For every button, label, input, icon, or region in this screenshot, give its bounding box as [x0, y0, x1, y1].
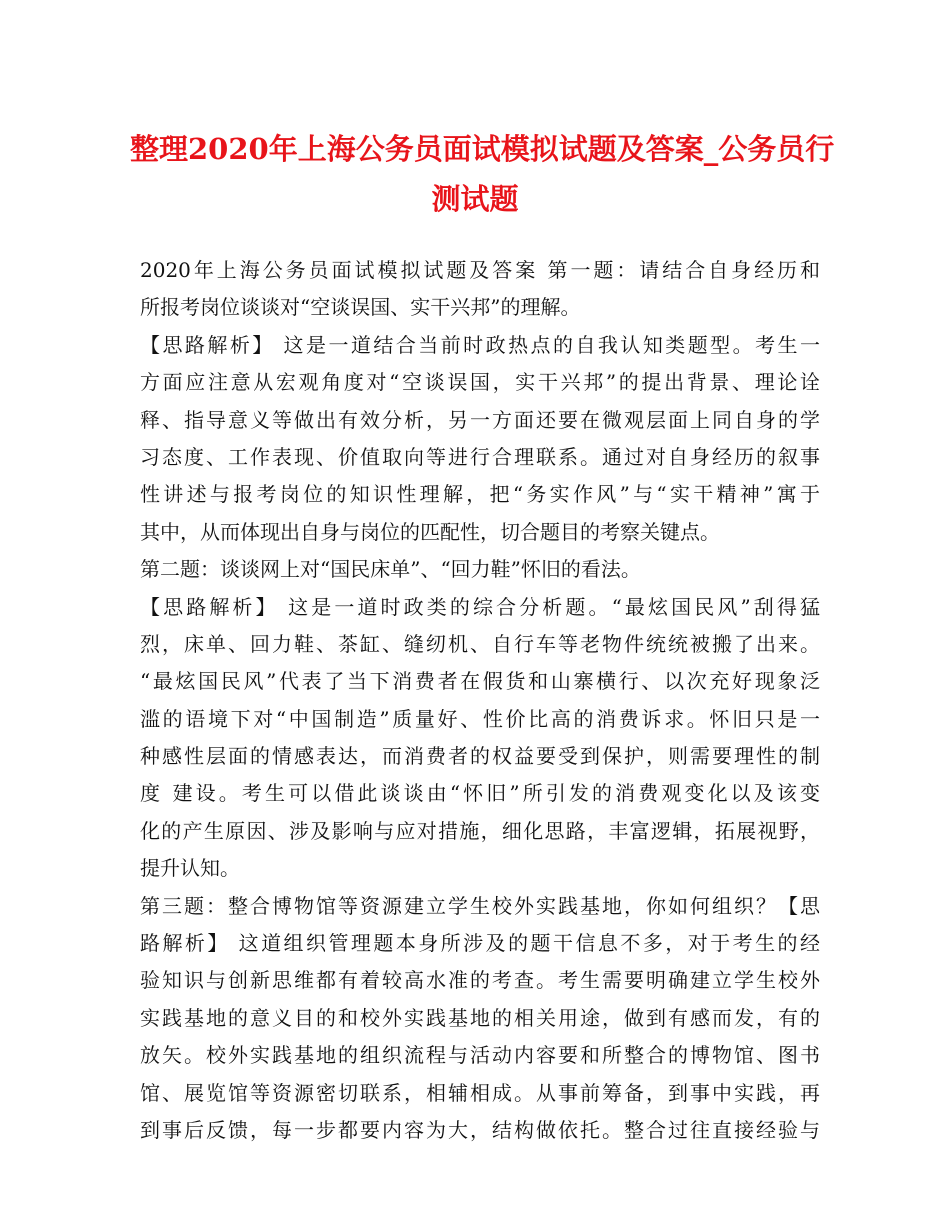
title-line: 整理2020年上海公务员面试模拟试题及答案_公务员行 — [130, 132, 835, 166]
title-line: 测试题 — [431, 182, 519, 216]
body-line: 【思路解析】 这是一道时政类的综合分析题。“最炫国民风”刮得猛 — [140, 594, 820, 619]
body-line: 习态度、工作表现、价值取向等进行合理联系。通过对自身经历的叙事 — [140, 444, 820, 469]
page-title — [130, 124, 835, 224]
body-line: 化的产生原因、涉及影响与应对措施，细化思路，丰富逻辑，拓展视野， — [140, 818, 820, 843]
body-line: 路解析】 这道组织管理题本身所涉及的题干信息不多，对于考生的经 — [140, 931, 820, 956]
body-line: “最炫国民风”代表了当下消费者在假货和山寨横行、以次充好现象泛 — [140, 669, 820, 694]
body-line: 其中，从而体现出自身与岗位的匹配性，切合题目的考察关键点。 — [140, 519, 720, 544]
body-line: 【思路解析】 这是一道结合当前时政热点的自我认知类题型。考生一 — [140, 332, 820, 357]
body-line: 提升认知。 — [140, 856, 240, 881]
body-line: 验知识与创新思维都有着较高水准的考查。考生需要明确建立学生校外 — [140, 968, 820, 993]
body-line: 度 建设。考生可以借此谈谈由“怀旧”所引发的消费观变化以及该变 — [140, 781, 820, 806]
body-line: 馆、展览馆等资源密切联系，相辅相成。从事前筹备，到事中实践，再 — [140, 1080, 820, 1105]
body-line: 2020年上海公务员面试模拟试题及答案 第一题：请结合自身经历和 — [140, 258, 820, 282]
document-body — [140, 252, 820, 1149]
body-line: 种感性层面的情感表达，而消费者的权益要受到保护，则需要理性的制 — [140, 744, 820, 769]
body-line: 第三题：整合博物馆等资源建立学生校外实践基地，你如何组织？【思 — [140, 893, 820, 918]
body-line: 到事后反馈，每一步都要内容为大，结构做依托。整合过往直接经验与 — [140, 1117, 820, 1142]
body-line: 滥的语境下对“中国制造”质量好、性价比高的消费诉求。怀旧只是一 — [140, 706, 820, 731]
body-line: 烈，床单、回力鞋、茶缸、缝纫机、自行车等老物件统统被搬了出来。 — [140, 631, 820, 656]
body-line: 释、指导意义等做出有效分析，另一方面还要在微观层面上同自身的学 — [140, 407, 820, 432]
body-line: 放矢。校外实践基地的组织流程与活动内容要和所整合的博物馆、图书 — [140, 1043, 820, 1068]
body-line: 实践基地的意义目的和校外实践基地的相关用途，做到有感而发，有的 — [140, 1005, 820, 1030]
body-line: 第二题：谈谈网上对“国民床单”、“回力鞋”怀旧的看法。 — [140, 557, 641, 582]
body-line: 性讲述与报考岗位的知识性理解，把“务实作风”与“实干精神”寓于 — [140, 482, 820, 507]
body-line: 所报考岗位谈谈对“空谈误国、实干兴邦”的理解。 — [140, 295, 581, 320]
body-line: 方面应注意从宏观角度对“空谈误国，实干兴邦”的提出背景、理论诠 — [140, 370, 820, 395]
